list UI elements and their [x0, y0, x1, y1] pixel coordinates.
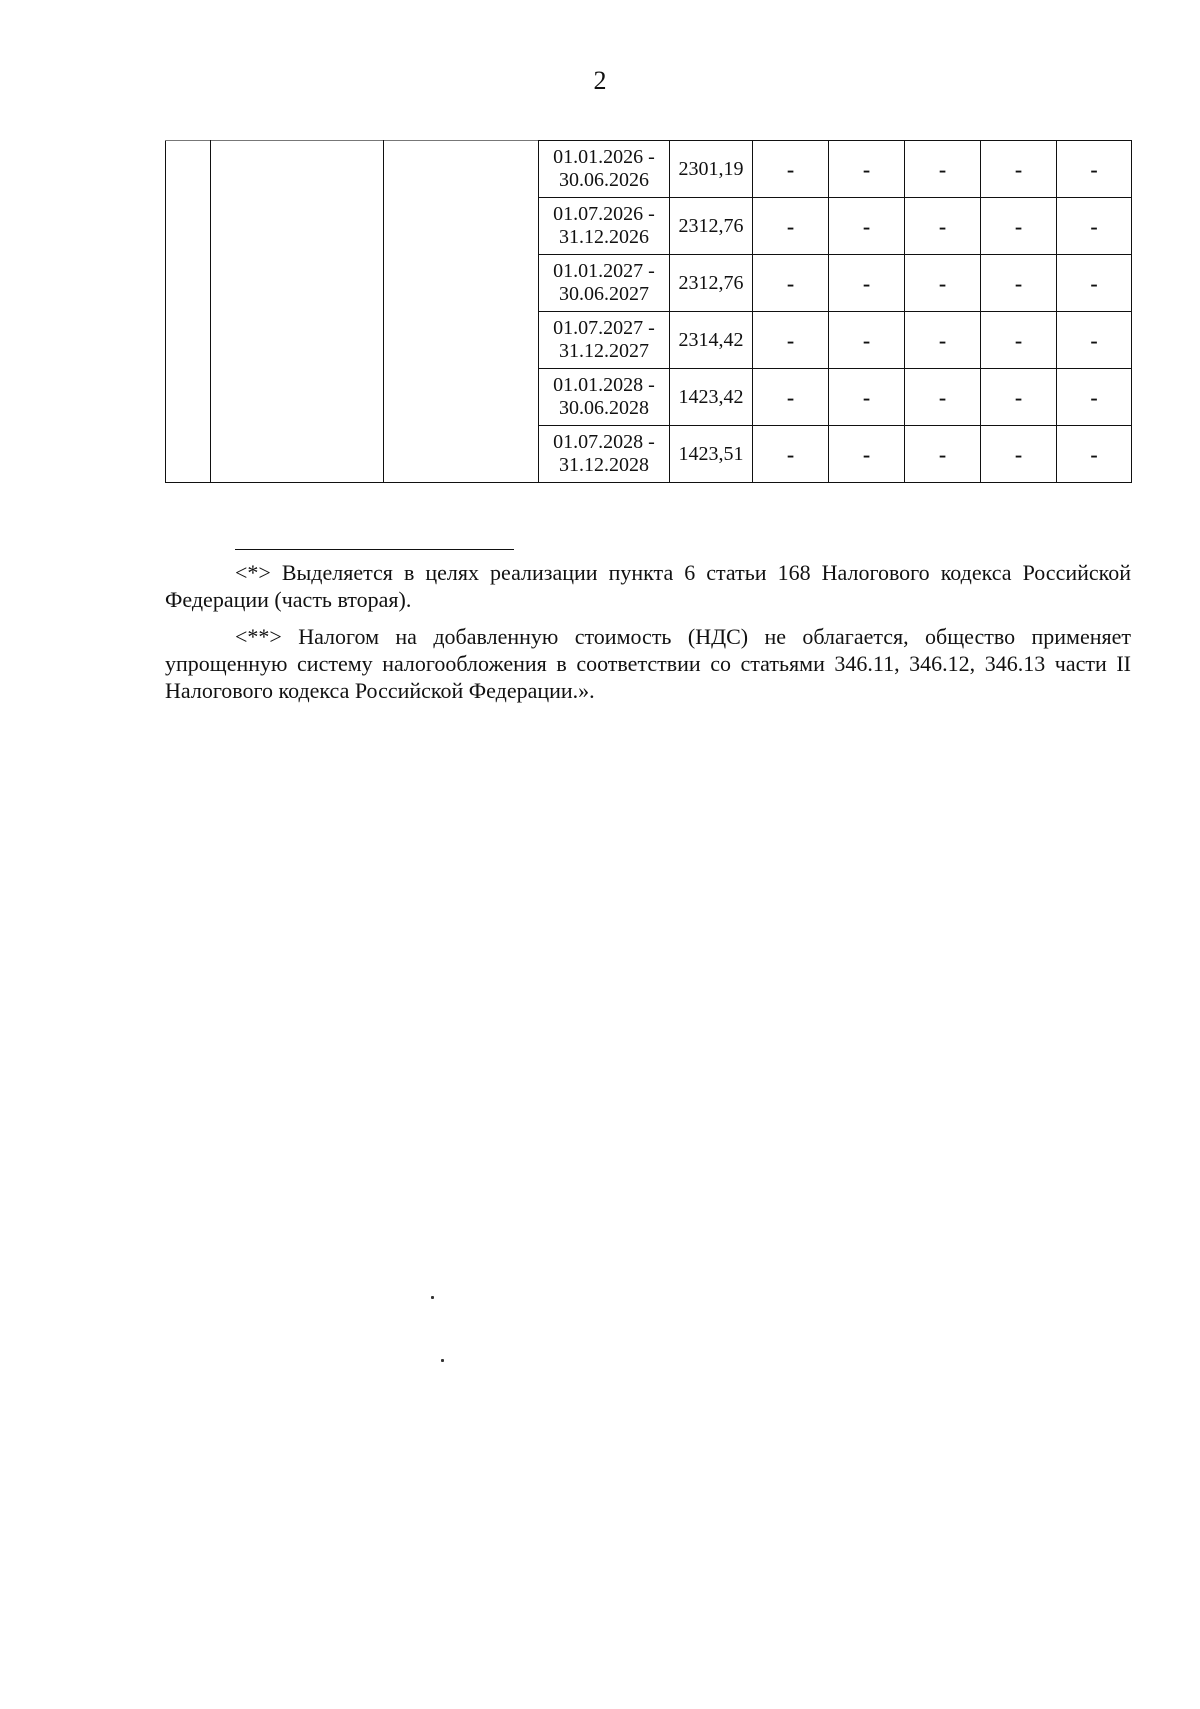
tariff-value: 1423,51	[670, 426, 753, 483]
dash-cell: -	[905, 198, 981, 255]
tariff-table	[165, 140, 1132, 483]
tariff-value: 2312,76	[670, 198, 753, 255]
tariff-value: 1423,42	[670, 369, 753, 426]
period-start: 01.07.2026 -	[553, 203, 655, 225]
dash-cell: -	[1057, 312, 1132, 369]
period-start: 01.07.2027 -	[553, 317, 655, 339]
dash-cell: -	[905, 141, 981, 198]
organization-column	[211, 141, 384, 483]
dash-cell: -	[981, 426, 1057, 483]
dash-cell: -	[905, 369, 981, 426]
footnote-vat-allocated: <*> Выделяется в целях реализации пункта 6 статьи 168 Налогового кодекса Российской Федерации (часть вторая).	[165, 560, 1131, 612]
scan-speck	[431, 1296, 434, 1299]
period-cell	[539, 312, 670, 369]
tariff-value: 2312,76	[670, 255, 753, 312]
tariff-table-body	[166, 141, 1132, 483]
dash-cell: -	[753, 312, 829, 369]
dash-cell: -	[981, 369, 1057, 426]
table-row	[166, 141, 1132, 198]
dash-cell: -	[829, 369, 905, 426]
period-start: 01.01.2026 -	[553, 146, 655, 168]
dash-cell: -	[905, 426, 981, 483]
tariff-value: 2301,19	[670, 141, 753, 198]
period-end: 30.06.2028	[559, 397, 649, 419]
period-cell	[539, 369, 670, 426]
dash-cell: -	[905, 255, 981, 312]
dash-cell: -	[1057, 141, 1132, 198]
tariff-value: 2314,42	[670, 312, 753, 369]
dash-cell: -	[1057, 369, 1132, 426]
footnote-vat-exempt: <**> Налогом на добавленную стоимость (НДС) не облагается, общество применяет упрощенную систему налогообложения в соответствии со статьями 346.11, 346.12, 346.13 части II Налогового кодекса Российской Федерации.».	[165, 624, 1131, 703]
dash-cell: -	[829, 312, 905, 369]
tariff-type-column	[384, 141, 539, 483]
period-cell	[539, 141, 670, 198]
dash-cell: -	[829, 141, 905, 198]
footnote-separator	[235, 549, 514, 550]
dash-cell: -	[829, 426, 905, 483]
dash-cell: -	[753, 426, 829, 483]
period-cell	[539, 255, 670, 312]
period-start: 01.01.2028 -	[553, 374, 655, 396]
dash-cell: -	[753, 369, 829, 426]
dash-cell: -	[753, 198, 829, 255]
period-cell	[539, 198, 670, 255]
dash-cell: -	[981, 255, 1057, 312]
dash-cell: -	[981, 141, 1057, 198]
period-end: 30.06.2026	[559, 169, 649, 191]
scan-speck	[441, 1359, 444, 1362]
dash-cell: -	[753, 255, 829, 312]
period-end: 31.12.2028	[559, 454, 649, 476]
dash-cell: -	[1057, 426, 1132, 483]
dash-cell: -	[1057, 198, 1132, 255]
dash-cell: -	[981, 312, 1057, 369]
period-end: 30.06.2027	[559, 283, 649, 305]
period-cell	[539, 426, 670, 483]
period-start: 01.01.2027 -	[553, 260, 655, 282]
dash-cell: -	[981, 198, 1057, 255]
period-start: 01.07.2028 -	[553, 431, 655, 453]
dash-cell: -	[829, 198, 905, 255]
period-end: 31.12.2026	[559, 226, 649, 248]
page-number: 2	[593, 66, 607, 95]
period-end: 31.12.2027	[559, 340, 649, 362]
dash-cell: -	[753, 141, 829, 198]
dash-cell: -	[829, 255, 905, 312]
dash-cell: -	[1057, 255, 1132, 312]
dash-cell: -	[905, 312, 981, 369]
number-column	[166, 141, 211, 483]
